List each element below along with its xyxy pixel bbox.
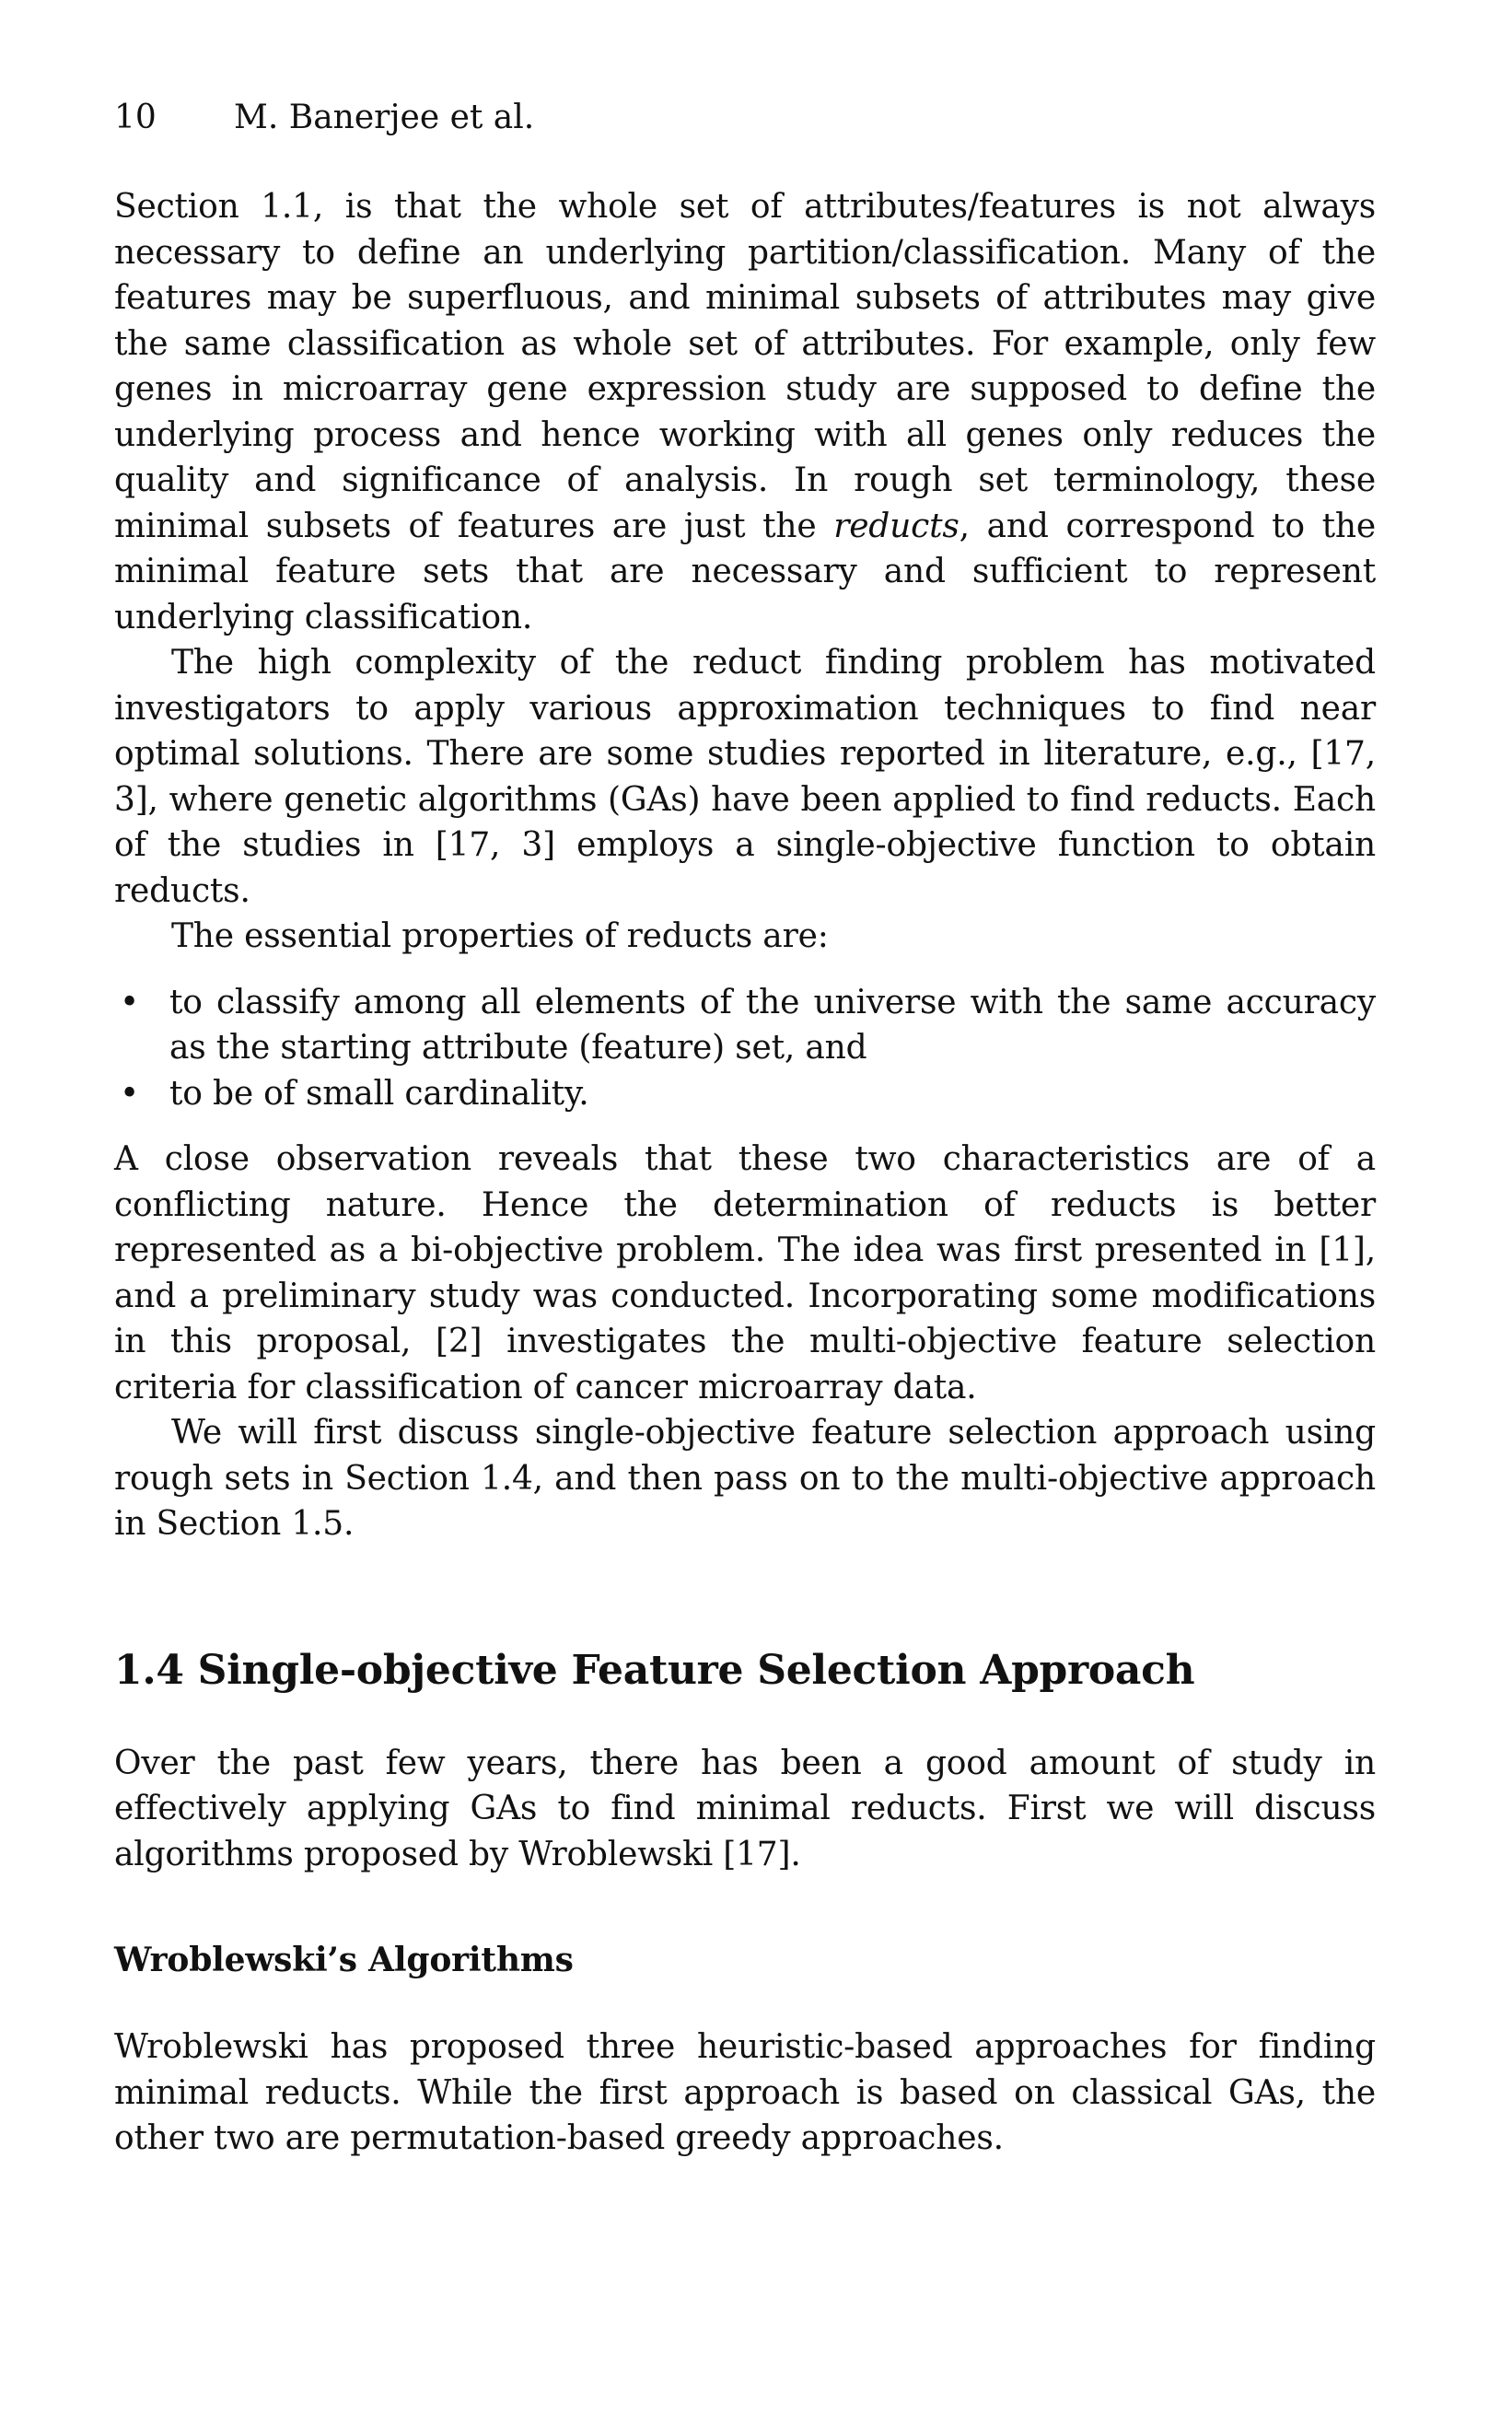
list-item bbox=[114, 980, 1376, 1071]
paragraph-text: Section 1.1, is that the whole set of attributes/features is not always necessary to define an underlying partition/classification. Many of the features may be superfluous, and minimal subsets of attributes may give the same classification as whole set of attributes. For example, only few genes in microarray gene expression study are supposed to define the underlying process and hence working with all genes only reduces the quality and significance of analysis. In rough set terminology, these minimal subsets of features are just the bbox=[114, 188, 1376, 545]
bullet-icon: • bbox=[120, 1074, 140, 1113]
paragraph-roadmap: We will first discuss single-objective feature selection approach using rough sets in Section 1.4, and then pass on to the multi-objective approach in Section 1.5. bbox=[114, 1414, 1376, 1543]
page bbox=[114, 96, 1376, 2162]
subsection-heading: Wroblewski’s Algorithms bbox=[114, 1941, 574, 1979]
running-head-authors: M. Banerjee et al. bbox=[234, 99, 535, 136]
paragraph-conflicting-nature: A close observation reveals that these two characteristics are of a conflicting nature. Hence the determination of reducts is better represented as a bi-objective problem. The idea was first presented in [1], and a preliminary study was conducted. Incorporating some modifications in this proposal, [2] investigates the multi-objective feature selection criteria for classification of cancer microarray data. bbox=[114, 1140, 1376, 1406]
paragraph-properties-lead: The essential properties of reducts are: bbox=[171, 917, 829, 955]
paragraph-reducts-intro bbox=[114, 184, 1376, 640]
properties-list bbox=[114, 980, 1376, 1117]
list-item bbox=[114, 1071, 1376, 1117]
paragraph-complexity: The high complexity of the reduct finding problem has motivated investigators to apply various approximation techniques to find near optimal solutions. There are some studies reported in literature, e.g., [17, 3], where genetic algorithms (GAs) have been applied to find reducts. Each of the studies in [17, 3] employs a single-objective function to obtain reducts. bbox=[114, 644, 1376, 910]
section-heading: 1.4 Single-objective Feature Selection Approach bbox=[114, 1646, 1195, 1694]
paragraph-section-intro: Over the past few years, there has been a good amount of study in effectively applying GAs to find minimal reducts. First we will discuss algorithms proposed by Wroblewski [17]. bbox=[114, 1744, 1376, 1873]
list-item-text: to classify among all elements of the universe with the same accuracy as the starting attribute (feature) set, and bbox=[169, 983, 1376, 1067]
emphasis-reducts: reducts bbox=[833, 507, 960, 545]
page-number: 10 bbox=[114, 99, 157, 136]
paragraph-wroblewski: Wroblewski has proposed three heuristic-based approaches for finding minimal reducts. While the first approach is based on classical GAs, the other two are permutation-based greedy approaches. bbox=[114, 2028, 1376, 2157]
list-item-text: to be of small cardinality. bbox=[169, 1074, 589, 1113]
bullet-icon: • bbox=[120, 983, 140, 1021]
running-head bbox=[114, 96, 1376, 140]
paragraph-text: , and correspond to the minimal feature sets that are necessary and sufficient to represent underlying classification. bbox=[114, 507, 1376, 636]
